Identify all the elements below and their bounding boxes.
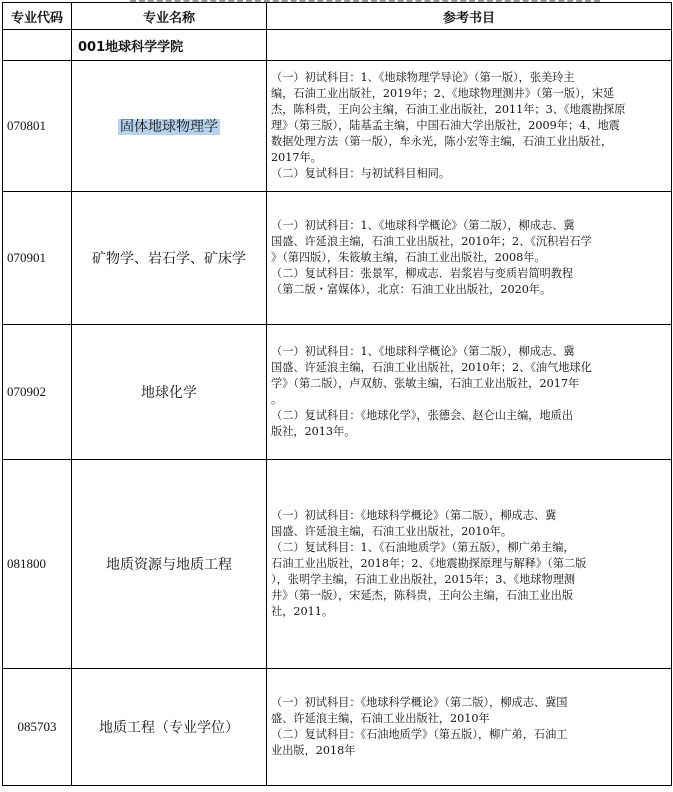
book-line: （一）初试科目：《地球科学概论》（第二版），柳成志、冀 [271, 509, 557, 522]
book-line: （二）复试科目：《石油地质学》（第五版），柳广弟，石油工 [271, 728, 568, 741]
major-name: 地质工程（专业学位） [72, 669, 267, 786]
table-header-row [3, 3, 672, 30]
header-major: 专业名称 [72, 3, 267, 30]
department-code-cell [3, 30, 72, 61]
table-row [3, 61, 672, 192]
major-code: 085703 [3, 669, 72, 786]
major-code: 070801 [3, 61, 72, 192]
reference-books-table [2, 2, 672, 786]
book-line: ），张明学主编，石油工业出版社，2015年；3、《地球物理测 [271, 573, 576, 586]
book-line: （二）复试科目：《地球化学》，张德会、赵仑山主编，地质出 [271, 409, 574, 422]
department-name: 001地球科学学院 [72, 30, 267, 61]
book-line: 》（第四版），朱筱敏主编，石油工业出版社，2008年。 [271, 251, 546, 264]
header-books: 参考书目 [267, 3, 672, 30]
reference-books [267, 325, 672, 460]
book-line: 国盛、许延浪主编，石油工业出版社，2010年；2、《沉积岩石学 [271, 235, 592, 248]
table-row [3, 460, 672, 669]
reference-books [267, 61, 672, 192]
department-books-cell [267, 30, 672, 61]
book-line: 石油工业出版社，2018年；2、《地震勘探原理与解释》（第二版 [271, 557, 587, 570]
book-line: 理》（第三版），陆基孟主编，中国石油大学出版社，2009年；4、地震 [271, 119, 620, 132]
book-line: （一）初试科目：1、《地球科学概论》（第二版），柳成志、冀 [271, 219, 575, 232]
book-line: （二）复试科目：与初试科目相同。 [271, 167, 451, 180]
book-line: 国盛、许延浪主编，石油工业出版社，2010年；2、《油气地球化 [271, 361, 592, 374]
book-line: （第二版・富媒体），北京：石油工业出版社，2020年。 [271, 283, 552, 296]
book-line: （二）复试科目：张景军，柳成志．岩浆岩与变质岩简明教程 [271, 267, 574, 280]
reference-books [267, 460, 672, 669]
book-line: 国盛、许延浪主编，石油工业出版社，2010年。 [271, 525, 513, 538]
book-line: （一）初试科目：1、《地球科学概论》（第二版），柳成志、冀 [271, 345, 575, 358]
book-line: 。 [271, 393, 283, 406]
book-line: （一）初试科目：《地球科学概论》（第二版），柳成志、冀国 [271, 696, 568, 709]
book-line: 数据处理方法（第一版），牟永光，陈小宏等主编，石油工业出版社， [271, 135, 613, 148]
reference-books [267, 192, 672, 325]
department-row [3, 30, 672, 61]
major-code: 070901 [3, 192, 72, 325]
major-name: 地质资源与地质工程 [72, 460, 267, 669]
table-row [3, 325, 672, 460]
book-line: 井》（第一版），宋延杰，陈科贵，王向公主编，石油工业出版 [271, 589, 574, 602]
reference-books [267, 669, 672, 786]
book-line: 2017年。 [271, 151, 322, 164]
book-line: （一）初试科目：1、《地球物理学导论》（第一版），张美玲主 [271, 71, 575, 84]
book-line: 编，石油工业出版社，2019年；2、《地球物理测井》（第一版），宋延 [271, 87, 615, 100]
table-row [3, 192, 672, 325]
book-line: 杰，陈科贵，王向公主编，石油工业出版社，2011年；3、《地震勘探原 [271, 103, 626, 116]
major-code: 070902 [3, 325, 72, 460]
major-name[interactable] [72, 61, 267, 192]
book-line: （二）复试科目：1、《石油地质学》（第五版），柳广弟主编， [271, 541, 575, 554]
book-line: 社，2011。 [271, 605, 334, 618]
selected-major-name[interactable]: 固体地球物理学 [120, 119, 218, 135]
book-line: 版社，2013年。 [271, 425, 356, 438]
book-line: 盛、许延浪主编，石油工业出版社，2010年 [271, 712, 490, 725]
book-line: 学》（第二版），卢双舫、张敏主编，石油工业出版社，2017年 [271, 377, 580, 390]
header-code: 专业代码 [3, 3, 72, 30]
book-line: 业出版，2018年 [271, 744, 356, 757]
major-name: 矿物学、岩石学、矿床学 [72, 192, 267, 325]
table-row [3, 669, 672, 786]
major-name: 地球化学 [72, 325, 267, 460]
major-code: 081800 [3, 460, 72, 669]
